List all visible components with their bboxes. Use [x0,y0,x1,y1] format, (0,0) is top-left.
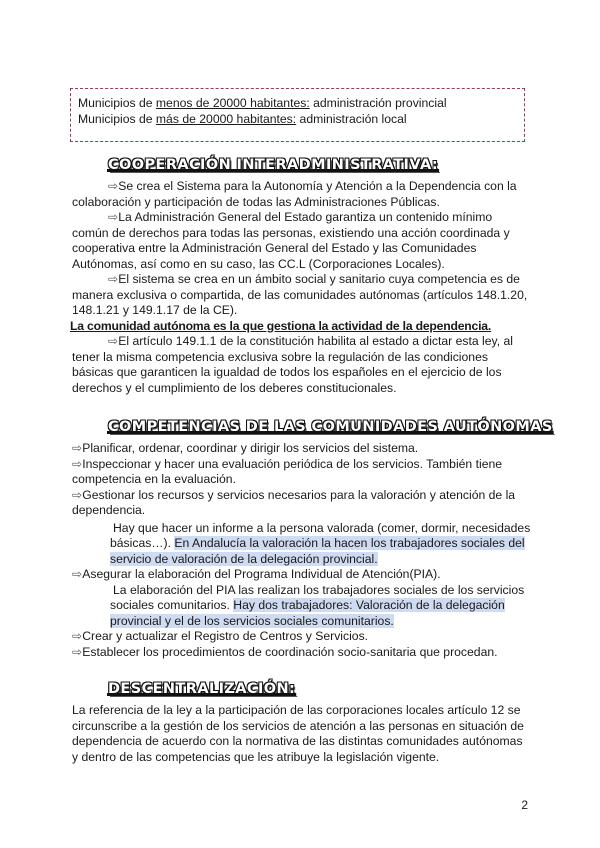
section-cooperacion [72,179,532,396]
box-line-1-underlined: menos de 20000 habitantes: [155,96,310,110]
page-number: 2 [521,798,528,812]
competencia-item-2-text: Inspeccionar y hacer una evaluación periódica de los servicios. También tiene competencia en la evaluación. [72,456,503,486]
arrow-icon: ⇨ [72,441,83,455]
box-line-2-post: administración local [296,111,407,126]
cooperacion-paragraph-3 [72,272,532,319]
cooperacion-paragraph-2 [72,210,532,272]
competencia-item-6-text: Establecer los procedimientos de coordinación socio-sanitaria que procedan. [82,644,498,659]
box-line-2-pre: Municipios de [78,111,156,126]
arrow-icon: ⇨ [72,629,83,643]
competencia-item-1-text: Planificar, ordenar, coordinar y dirigir los servicios del sistema. [82,441,419,455]
arrow-icon: ⇨ [72,567,83,581]
arrow-icon: ⇨ [72,487,83,502]
cooperacion-paragraph-4 [72,334,532,396]
cooperacion-paragraph-1 [72,179,532,210]
box-line-1 [78,96,524,112]
heading-competencias: COMPETENCIAS DE LAS COMUNIDADES AUTÓNOMAS [108,419,553,435]
item-3-highlighted-text: En Andalucía la valoración la hacen los trabajadores sociales del servicio de valoración de la delegación provincial. [110,536,525,566]
competencia-item-3-text: Gestionar los recursos y servicios necesarios para la valoración y atención de la dependencia. [72,487,516,517]
box-line-2-underlined: más de 20000 habitantes: [155,111,297,126]
arrow-icon: ⇨ [72,456,83,471]
competencia-item-5 [72,629,532,645]
competencia-item-1 [72,441,532,457]
competencia-item-4-detail [72,583,532,630]
cooperacion-p2-text: La Administración General del Estado garantiza un contenido mínimo común de derechos para todas las personas, existiendo una acción coordinada y cooperativa entre la Administración General del Estado y las Comunidades Autónomas, así como en su caso, las CC.L (Corporaciones Locales). [72,210,510,271]
competencia-item-3-detail [72,521,532,568]
section-descentralizacion [72,703,532,765]
competencia-item-5-text: Crear y actualizar el Registro de Centros y Servicios. [82,629,369,643]
box-line-1-pre: Municipios de [78,96,156,110]
arrow-icon: ⇨ [108,210,119,224]
descentralizacion-paragraph: La referencia de la ley a la participación de las corporaciones locales artículo 12 se circunscribe a la gestión de los servicios de atención a las personas en situación de dependencia de acuerdo con la normativa de las distintas comunidades autónomas y dentro de las competencias que les atribuye la legislación vigente. [72,703,524,764]
section-competencias [72,441,532,660]
arrow-icon: ⇨ [108,334,119,348]
item-3-detail-text: Hay que hacer un informe a la persona valorada (comer, dormir, necesidades básicas…). [110,520,531,550]
item-4-highlighted-text: Hay dos trabajadores: Valoración de la delegación provincial y el de los servicios sociales comunitarios. [110,598,505,628]
cooperacion-bold-statement: La comunidad autónoma es la que gestiona la actividad de la dependencia. [70,318,492,333]
competencia-item-4 [72,567,532,583]
box-line-1-post: administración provincial [309,96,447,110]
competencia-item-4-text: Asegurar la elaboración del Programa Individual de Atención(PIA). [82,567,441,581]
arrow-icon: ⇨ [108,179,119,193]
arrow-icon: ⇨ [72,644,83,659]
competencia-item-2 [72,457,532,488]
competencia-item-3 [72,488,532,519]
item-4-detail-text: La elaboración del PIA las realizan los trabajadores sociales de los servicios sociales comunitarios. [110,582,525,612]
cooperacion-p3-text: El sistema se crea en un ámbito social y sanitario cuya competencia es de manera exclusiva o compartida, de las comunidades autónomas (artículos 148.1.20, 148.1.21 y 149.1.17 de la CE). [72,272,528,317]
heading-cooperacion: COOPERACIÓN INTERADMINISTRATIVA: [108,157,439,173]
municipios-box [70,88,525,142]
competencia-item-6 [72,645,532,661]
cooperacion-p4-text: El artículo 149.1.1 de la constitución habilita al estado a dictar esta ley, al tener la misma competencia exclusiva sobre la regulación de las condiciones básicas que garanticen la igualdad de todos los españoles en el ejercicio de los derechos y el cumplimiento de los deberes constitucionales. [72,334,513,395]
arrow-icon: ⇨ [108,272,119,286]
cooperacion-p1-text: Se crea el Sistema para la Autonomía y Atención a la Dependencia con la colaboración y participación de todas las Administraciones Públicas. [72,179,517,209]
heading-descentralizacion: DESCENTRALIZACIÓN: [108,681,296,697]
box-line-2 [78,112,524,128]
